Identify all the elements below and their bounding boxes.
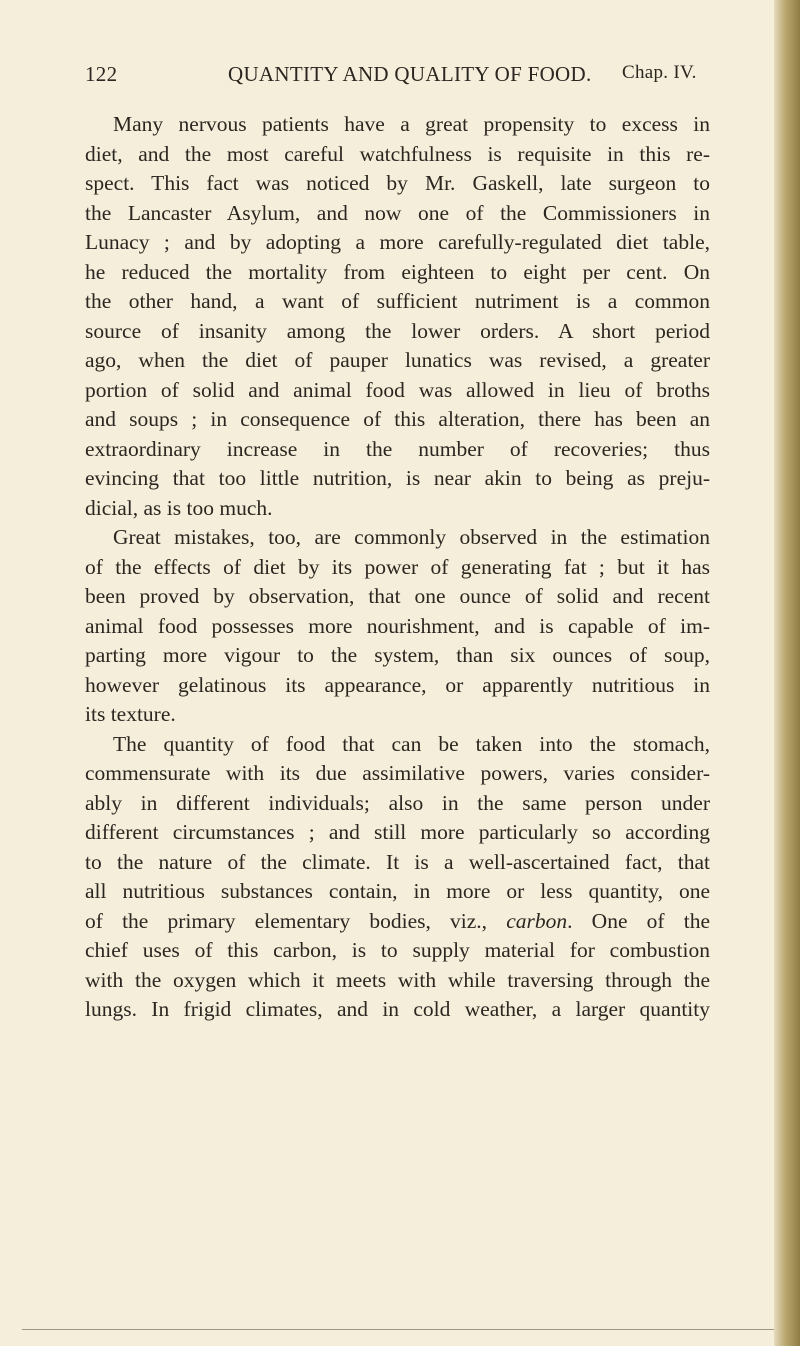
text-line: portion of solid and animal food was allowed in lieu of broths xyxy=(85,377,710,402)
running-title: QUANTITY AND QUALITY OF FOOD. xyxy=(228,62,592,86)
running-head xyxy=(0,58,800,88)
text-line: of the primary elementary bodies, viz., carbon. One of the xyxy=(85,908,710,933)
text-line: evincing that too little nutrition, is near akin to being as preju- xyxy=(85,466,710,490)
text-line: its texture. xyxy=(85,702,176,726)
text-line: lungs. In frigid climates, and in cold weather, a larger quantity xyxy=(85,997,710,1021)
text-line: with the oxygen which it meets with while traversing through the xyxy=(85,967,710,992)
text-line: Many nervous patients have a great propensity to excess in xyxy=(113,112,710,136)
text-line: Great mistakes, too, are commonly observed in the estimation xyxy=(113,525,710,549)
text-line: spect. This fact was noticed by Mr. Gaskell, late surgeon to xyxy=(85,171,710,195)
text-line: dicial, as is too much. xyxy=(85,495,273,520)
text-line: however gelatinous its appearance, or apparently nutritious in xyxy=(85,672,710,697)
text-line: parting more vigour to the system, than six ounces of soup, xyxy=(85,643,710,667)
text-line: the Lancaster Asylum, and now one of the Commissioners in xyxy=(85,200,710,225)
text-line: to the nature of the climate. It is a well-ascertained fact, that xyxy=(85,849,710,874)
text-line: different circumstances ; and still more particularly so according xyxy=(85,820,710,844)
text-line: animal food possesses more nourishment, and is capable of im- xyxy=(85,613,710,638)
text-line: he reduced the mortality from eighteen to eight per cent. On xyxy=(85,259,710,284)
text-line: The quantity of food that can be taken into the stomach, xyxy=(113,731,710,756)
text-line: commensurate with its due assimilative powers, varies consider- xyxy=(85,761,710,785)
text-line: of the effects of diet by its power of generating fat ; but it has xyxy=(85,554,710,579)
body-text xyxy=(85,110,710,1025)
text-line: and soups ; in consequence of this alteration, there has been an xyxy=(85,407,710,431)
text-line: all nutritious substances contain, in more or less quantity, one xyxy=(85,879,710,903)
text-line: Lunacy ; and by adopting a more carefully-regulated diet table, xyxy=(85,230,710,254)
page-number: 122 xyxy=(85,62,118,86)
text-line: ably in different individuals; also in the same person under xyxy=(85,790,710,815)
text-line: diet, and the most careful watchfulness is requisite in this re- xyxy=(85,141,710,166)
text-line: chief uses of this carbon, is to supply material for combustion xyxy=(85,938,710,962)
text-line: extraordinary increase in the number of recoveries; thus xyxy=(85,436,710,461)
page-bottom-edge xyxy=(22,1329,774,1330)
page-gutter-shadow xyxy=(774,0,800,1346)
text-line: source of insanity among the lower orders. A short period xyxy=(85,318,710,343)
text-line: the other hand, a want of sufficient nutriment is a common xyxy=(85,289,710,313)
text-line: ago, when the diet of pauper lunatics was revised, a greater xyxy=(85,348,710,372)
chapter-label: Chap. IV. xyxy=(622,62,697,83)
text-line: been proved by observation, that one ounce of solid and recent xyxy=(85,584,710,608)
